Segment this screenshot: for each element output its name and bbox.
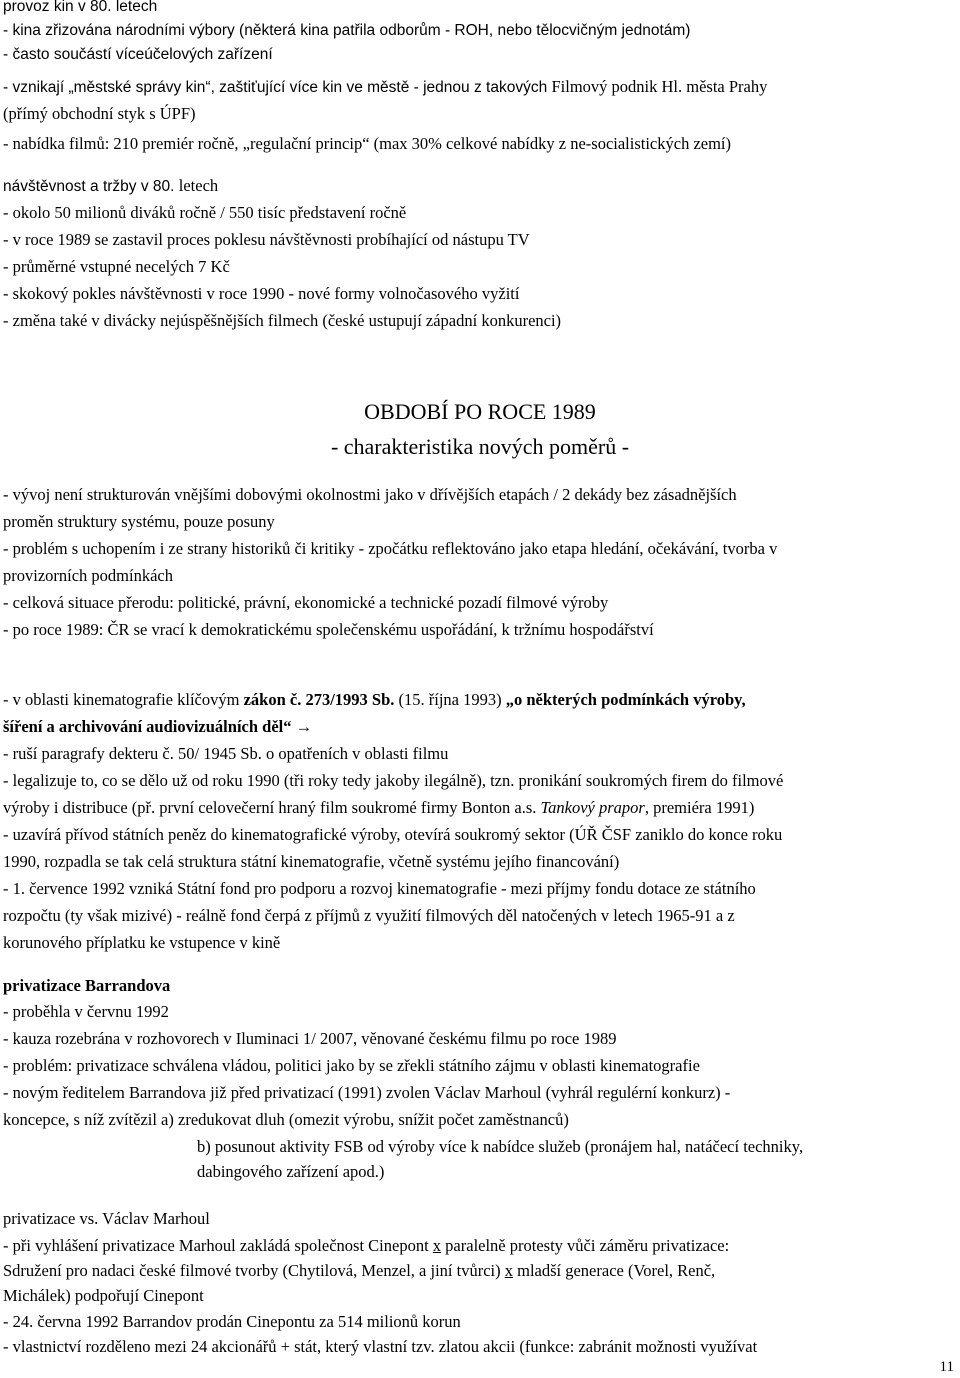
text-line: - po roce 1989: ČR se vrací k demokratickému společenskému uspořádání, k tržnímu hospodářství	[3, 620, 654, 639]
text-segment: návštěvnost a tržby v 80.	[3, 178, 179, 195]
text-line: - 24. června 1992 Barrandov prodán Cinepontu za 514 milionů korun	[3, 1312, 461, 1331]
text-line: (přímý obchodní styk s ÚPF)	[3, 104, 196, 123]
text-line	[3, 690, 746, 710]
text-line: dabingového zařízení apod.)	[197, 1162, 385, 1181]
versus-mark: x	[432, 1236, 442, 1255]
text-line: - skokový pokles návštěvnosti v roce 1990 - nové formy volnočasového vyžití	[3, 284, 520, 303]
text-line: - ruší paragrafy dekteru č. 50/ 1945 Sb. o opatřeních v oblasti filmu	[3, 744, 449, 763]
text-segment: výroby i distribuce (př. první celovečerní hraný film soukromé firmy Bonton a.s.	[3, 798, 541, 817]
law-title: šíření a archivování audiovizuálních děl“	[3, 717, 292, 736]
text-segment: - v oblasti kinematografie klíčovým	[3, 690, 244, 709]
text-line: rozpočtu (ty však mizivé) - reálně fond čerpá z příjmů z využití filmových děl natočených v letech 1965-91 a z	[3, 906, 735, 925]
text-line: - změna také v divácky nejúspěšnějších filmech (české ustupují západní konkurenci)	[3, 311, 562, 330]
text-line: - nabídka filmů: 210 premiér ročně, „regulační princip“ (max 30% celkové nabídky z ne-socialistických zemí)	[3, 134, 732, 153]
text-segment: letech	[178, 176, 219, 195]
law-title: „o některých podmínkách výroby,	[505, 690, 746, 709]
text-line: - 1. července 1992 vzniká Státní fond pro podporu a rozvoj kinematografie - mezi příjmy fondu dotace ze státního	[3, 879, 756, 898]
section-title: privatizace vs. Václav Marhoul	[3, 1209, 210, 1228]
text-line	[3, 1236, 729, 1256]
text-segment: - při vyhlášení privatizace Marhoul zakládá společnost Cinepont	[3, 1236, 433, 1255]
text-line: - průměrné vstupné necelých 7 Kč	[3, 257, 230, 276]
text-segment: - vznikají „městské správy kin“, zaštiťující více kin ve městě - jednou z takových	[3, 79, 552, 96]
text-line: proměn struktury systému, pouze posuny	[3, 512, 275, 531]
section-subheading: - charakteristika nových poměrů -	[330, 434, 630, 459]
text-line: - proběhla v červnu 1992	[3, 1002, 169, 1021]
text-segment: Filmový podnik Hl. města Prahy	[551, 77, 768, 96]
text-line: - kina zřizována národními výbory (některá kina patřila odborům - ROH, nebo tělocvičným jednotám)	[3, 22, 691, 39]
text-segment: mladší generace (Vorel, Renč,	[512, 1261, 716, 1280]
text-line: koncepce, s níž zvítězil a) zredukovat dluh (omezit výrobu, snížit počet zaměstnanců)	[3, 1110, 569, 1129]
text-segment: (15. října 1993)	[394, 690, 506, 709]
section-heading: OBDOBÍ PO ROCE 1989	[364, 399, 596, 424]
text-line: - uzavírá přívod státních peněz do kinematografické výroby, otevírá soukromý sektor (ÚŘ ČSF zaniklo do konce roku	[3, 825, 783, 844]
page-number: 11	[939, 1359, 954, 1375]
text-line: - v roce 1989 se zastavil proces poklesu návštěvnosti probíhající od nástupu TV	[3, 230, 530, 249]
text-line	[3, 717, 312, 737]
text-line: - vlastnictví rozděleno mezi 24 akcionářů + stát, který vlastní tzv. zlatou akcii (funkce: zabránit možnosti využívat	[3, 1337, 758, 1356]
text-line: provoz kin v 80. letech	[3, 0, 158, 15]
text-line: 1990, rozpadla se tak celá struktura státní kinematografie, včetně systému jejího financování)	[3, 852, 620, 871]
film-title: Tankový prapor	[540, 798, 645, 817]
law-reference: zákon č. 273/1993 Sb.	[243, 690, 395, 709]
text-line: - často součástí víceúčelových zařízení	[3, 46, 273, 63]
text-line: - problém: privatizace schválena vládou, politici jako by se zřekli státního zájmu v oblasti kinematografie	[3, 1056, 700, 1075]
text-line: Michálek) podpořují Cinepont	[3, 1286, 204, 1305]
text-line: - kauza rozebrána v rozhovorech v Iluminaci 1/ 2007, věnované českému filmu po roce 1989	[3, 1029, 617, 1048]
text-line: - celková situace přerodu: politické, právní, ekonomické a technické pozadí filmové výroby	[3, 593, 609, 612]
arrow-icon: →	[291, 717, 313, 736]
text-line: - vývoj není strukturován vnějšími dobovými okolnostmi jako v dřívějších etapách / 2 dekády bez zásadnějších	[3, 485, 737, 504]
text-line: - okolo 50 milionů diváků ročně / 550 tisíc představení ročně	[3, 203, 407, 222]
text-line: - problém s uchopením i ze strany historiků či kritiky - zpočátku reflektováno jako etapa hledání, očekávání, tvorba v	[3, 539, 778, 558]
text-line	[3, 1261, 715, 1281]
text-segment: Sdružení pro nadaci české filmové tvorby (Chytilová, Menzel, a jiní tvůrci)	[3, 1261, 505, 1280]
versus-mark: x	[504, 1261, 513, 1280]
text-line	[3, 77, 767, 98]
text-segment: , premiéra 1991)	[644, 798, 755, 817]
text-line: b) posunout aktivity FSB od výroby více k nabídce služeb (pronájem hal, natáčecí techniky,	[197, 1137, 804, 1156]
text-line: - novým ředitelem Barrandova již před privatizací (1991) zvolen Václav Marhoul (vyhrál regulérní konkurz) -	[3, 1083, 731, 1102]
text-line: korunového příplatku ke vstupence v kině	[3, 933, 281, 952]
text-segment: paralelně protesty vůči záměru privatizace:	[441, 1236, 730, 1255]
text-line	[3, 798, 754, 818]
text-line	[3, 176, 218, 197]
text-line: provizorních podmínkách	[3, 566, 173, 585]
text-line: - legalizuje to, co se dělo už od roku 1990 (tři roky tedy jakoby ilegálně), tzn. pronikání soukromých firem do filmové	[3, 771, 784, 790]
section-title: privatizace Barrandova	[3, 976, 171, 995]
